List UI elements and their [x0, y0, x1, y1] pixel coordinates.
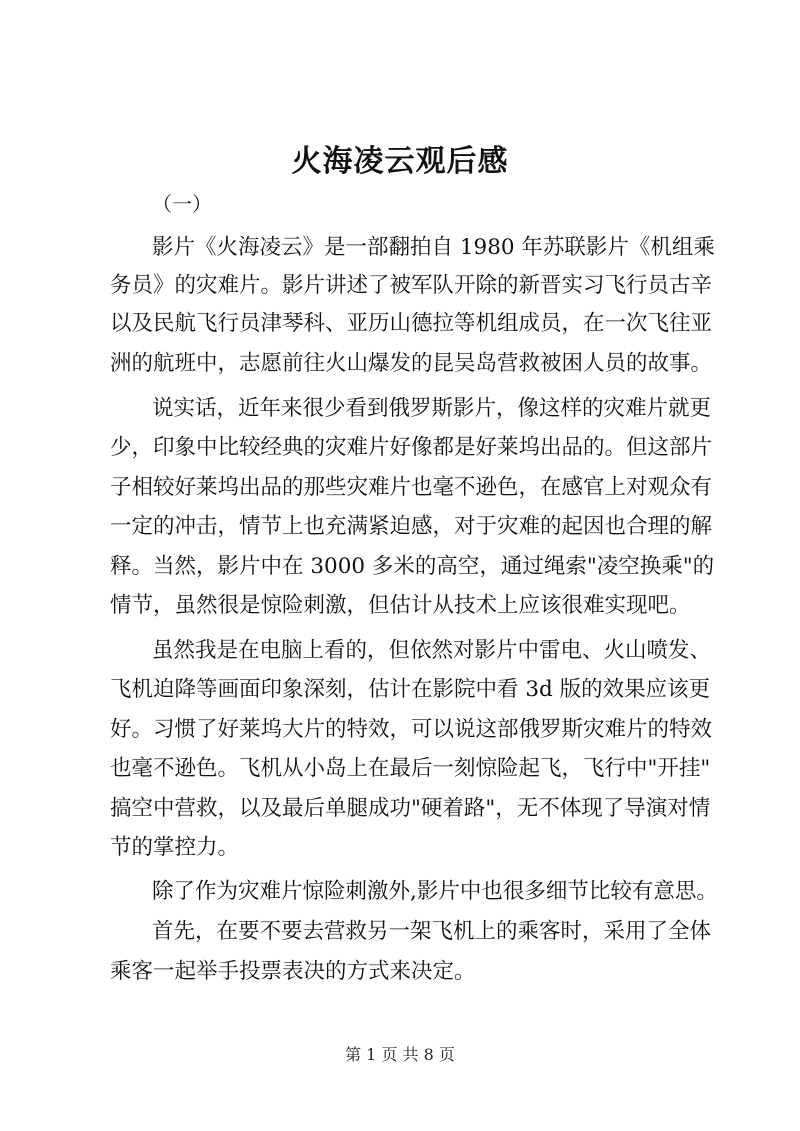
- text-line: 也毫不逊色。飞机从小岛上在最后一刻惊险起飞，飞行中"开挂": [110, 756, 711, 781]
- text-line: 子相较好莱坞出品的那些灾难片也毫不逊色，在感官上对观众有: [110, 475, 713, 500]
- text-line: 少，印象中比较经典的灾难片好像都是好莱坞出品的。但这部片: [110, 435, 713, 460]
- text-line: 除了作为灾难片惊险刺激外,影片中也很多细节比较有意思。: [152, 879, 718, 904]
- text-line: 说实话，近年来很少看到俄罗斯影片，像这样的灾难片就更: [152, 396, 712, 421]
- text-line: 虽然我是在电脑上看的，但依然对影片中雷电、火山喷发、: [152, 638, 712, 663]
- text-line: 节的掌控力。: [110, 835, 240, 860]
- text-line: 释。当然，影片中在 3000 多米的高空，通过绳索"凌空换乘"的: [110, 554, 715, 579]
- text-line: 好。习惯了好莱坞大片的特效，可以说这部俄罗斯灾难片的特效: [110, 717, 713, 742]
- text-line: 洲的航班中，志愿前往火山爆发的昆吴岛营救被困人员的故事。: [110, 351, 713, 376]
- section-label: （一）: [152, 192, 212, 216]
- text-line: 影片《火海凌云》是一部翻拍自 1980 年苏联影片《机组乘: [152, 235, 715, 260]
- text-line: 首先，在要不要去营救另一架飞机上的乘客时，采用了全体: [152, 919, 712, 944]
- text-line: 飞机迫降等画面印象深刻，估计在影院中看 3d 版的效果应该更: [110, 677, 711, 702]
- text-line: 情节，虽然很是惊险刺激，但估计从技术上应该很难实现吧。: [110, 593, 691, 618]
- text-line: 乘客一起举手投票表决的方式来决定。: [110, 959, 476, 984]
- text-line: 一定的冲击，情节上也充满紧迫感，对于灾难的起因也合理的解: [110, 514, 713, 539]
- document-title: 火海凌云观后感: [291, 144, 509, 179]
- page-footer: 第 1 页 共 8 页: [345, 1045, 455, 1064]
- text-line: 务员》的灾难片。影片讲述了被军队开除的新晋实习飞行员古辛: [110, 273, 713, 298]
- text-line: 以及民航飞行员津琴科、亚历山德拉等机组成员，在一次飞往亚: [110, 311, 713, 336]
- text-line: 搞空中营救，以及最后单腿成功"硬着路"，无不体现了导演对情: [110, 796, 711, 821]
